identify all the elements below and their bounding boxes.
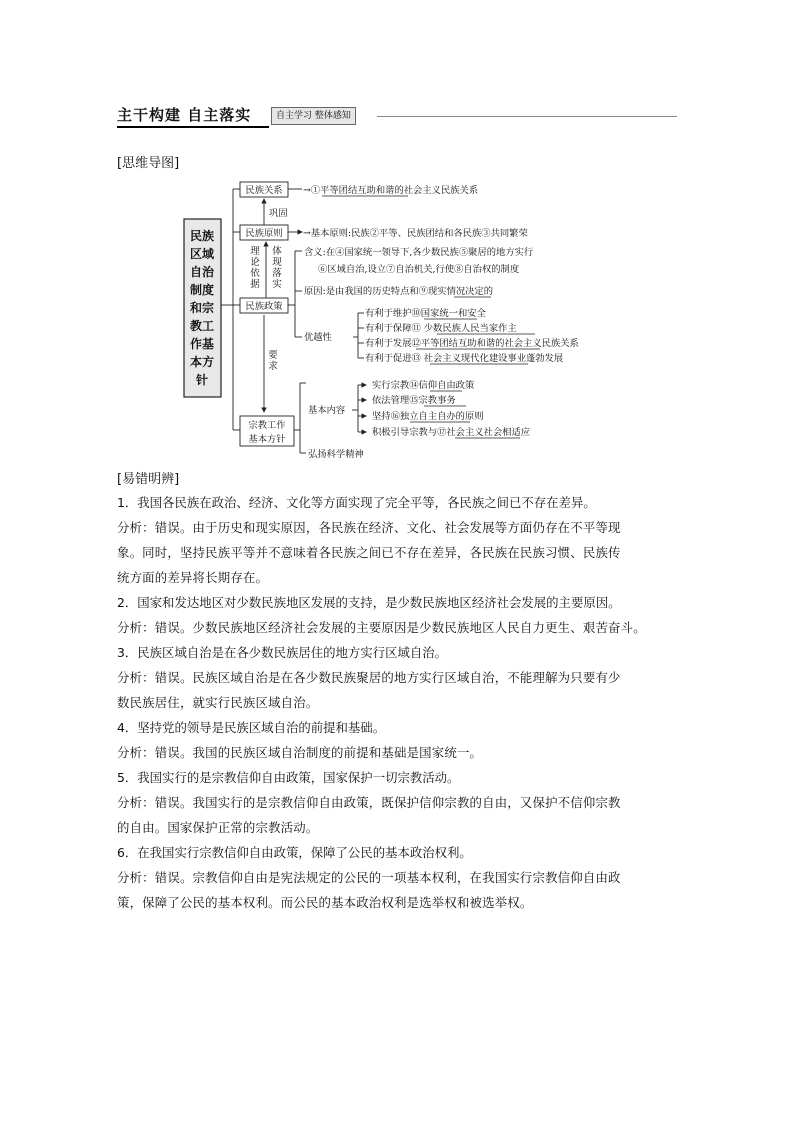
answer-6-line2: 策，保障了公民的基本权利。而公民的基本政治权利是选举权和被选举权。: [117, 895, 533, 910]
relation-gonggu: 巩固: [269, 208, 288, 219]
node-minzu-yuanze: 民族原则: [245, 228, 283, 239]
answer-3-line1: 分析：错误。民族区域自治是在各少数民族聚居的地方实行区域自治，不能理解为只要有少: [117, 670, 621, 685]
error-analysis-list: [117, 490, 682, 915]
question-4: 4．坚持党的领导是民族区域自治的前提和基础。: [117, 720, 386, 735]
question-2: 2．国家和发达地区对少数民族地区发展的支持，是少数民族地区经济社会发展的主要原因。: [117, 595, 621, 610]
root-char: 自治: [189, 265, 215, 279]
root-char: 民族: [189, 229, 215, 243]
text-youyuexing: 优越性: [304, 332, 332, 343]
svg-text:依: 依: [250, 268, 260, 279]
svg-text:理: 理: [250, 246, 260, 257]
mindmap-heading: [思维导图]: [117, 156, 180, 171]
text-hanyi-2: ⑥区域自治,设立⑦自治机关,行使⑧自治权的制度: [318, 264, 520, 275]
question-3: 3．民族区域自治是在各少数民族居住的地方实行区域自治。: [117, 645, 448, 660]
text-yuanyin: 原因:是由我国的历史特点和⑨现实情况决定的: [304, 286, 494, 297]
node-zongjiao-line1: 宗教工作: [248, 420, 286, 431]
root-char: 区域: [189, 247, 215, 261]
answer-3-line2: 数民族居住，就实行民族区域自治。: [117, 695, 319, 710]
node-minzu-guanxi: 民族关系: [245, 185, 283, 196]
question-6: 6．在我国实行宗教信仰自由政策，保障了公民的基本政治权利。: [117, 845, 472, 860]
text-yuanze: →基本原则:民族②平等、民族团结和各民族③共同繁荣: [303, 228, 528, 239]
svg-text:落: 落: [272, 268, 282, 279]
root-char: 制度: [189, 283, 215, 297]
mind-map: [0, 0, 794, 470]
text-you-4: 有利于促进⑬ 社会主义现代化建设事业蓬勃发展: [365, 353, 564, 364]
root-char: 教工: [189, 319, 215, 333]
node-zongjiao-line2: 基本方针: [248, 434, 286, 445]
text-zj-2: 依法管理⑮宗教事务: [372, 395, 456, 406]
svg-text:求: 求: [268, 361, 278, 372]
root-char: 作基: [189, 337, 215, 351]
text-you-3: 有利于发展⑫平等团结互助和谐的社会主义民族关系: [365, 338, 579, 349]
text-zj-3: 坚持⑯独立自主自办的原则: [372, 411, 484, 422]
relation-lilun-yiju: [250, 246, 260, 290]
section-tag: 自主学习 整体感知: [271, 107, 356, 125]
relation-yaoqiu: [268, 350, 278, 372]
section-title: 主干构建 自主落实: [117, 106, 252, 124]
svg-text:实: 实: [272, 279, 282, 290]
answer-1-line2: 象。同时，坚持民族平等并不意味着各民族之间已不存在差异，各民族在民族习惯、民族传: [117, 545, 621, 560]
answer-5-line1: 分析：错误。我国实行的是宗教信仰自由政策，既保护信仰宗教的自由，又保护不信仰宗教: [117, 795, 621, 810]
text-you-2: 有利于保障⑪ 少数民族人民当家作主: [365, 323, 517, 334]
root-char: 和宗: [189, 301, 215, 315]
svg-text:体: 体: [272, 246, 282, 257]
svg-text:论: 论: [250, 257, 260, 268]
root-char: 本方: [189, 355, 215, 369]
text-kexue: 弘扬科学精神: [308, 449, 364, 460]
svg-text:要: 要: [268, 350, 278, 361]
root-label: [189, 228, 215, 387]
answer-2-line1: 分析：错误。少数民族地区经济社会发展的主要原因是少数民族地区人民自力更生、艰苦奋斗。: [117, 620, 646, 635]
root-char: 针: [195, 373, 209, 387]
text-zj-1: 实行宗教⑭信仰自由政策: [372, 380, 475, 391]
text-jiben-neirong: 基本内容: [308, 405, 346, 416]
svg-text:现: 现: [272, 257, 282, 268]
answer-6-line1: 分析：错误。宗教信仰自由是宪法规定的公民的一项基本权利，在我国实行宗教信仰自由政: [117, 870, 621, 885]
answer-1-line1: 分析：错误。由于历史和现实原因，各民族在经济、文化、社会发展等方面仍存在不平等现: [117, 520, 621, 535]
answer-5-line2: 的自由。国家保护正常的宗教活动。: [117, 820, 319, 835]
text-you-1: 有利于维护⑩国家统一和安全: [365, 308, 486, 319]
question-5: 5．我国实行的是宗教信仰自由政策，国家保护一切宗教活动。: [117, 770, 460, 785]
text-guanxi: →①平等团结互助和谐的社会主义民族关系: [303, 185, 479, 196]
answer-4-line1: 分析：错误。我国的民族区域自治制度的前提和基础是国家统一。: [117, 745, 483, 760]
node-minzu-zhengce: 民族政策: [245, 301, 283, 312]
question-1: 1．我国各民族在政治、经济、文化等方面实现了完全平等，各民族之间已不存在差异。: [117, 495, 596, 510]
svg-text:据: 据: [250, 279, 260, 290]
yicuo-heading: [易错明辨]: [117, 472, 180, 487]
answer-1-line3: 统方面的差异将长期存在。: [117, 570, 269, 585]
text-zj-4: 积极引导宗教与⑰社会主义社会相适应: [372, 427, 531, 438]
relation-tixian-luoshi: [272, 245, 282, 290]
text-hanyi-1: 含义:在④国家统一领导下,各少数民族⑤聚居的地方实行: [304, 247, 534, 258]
